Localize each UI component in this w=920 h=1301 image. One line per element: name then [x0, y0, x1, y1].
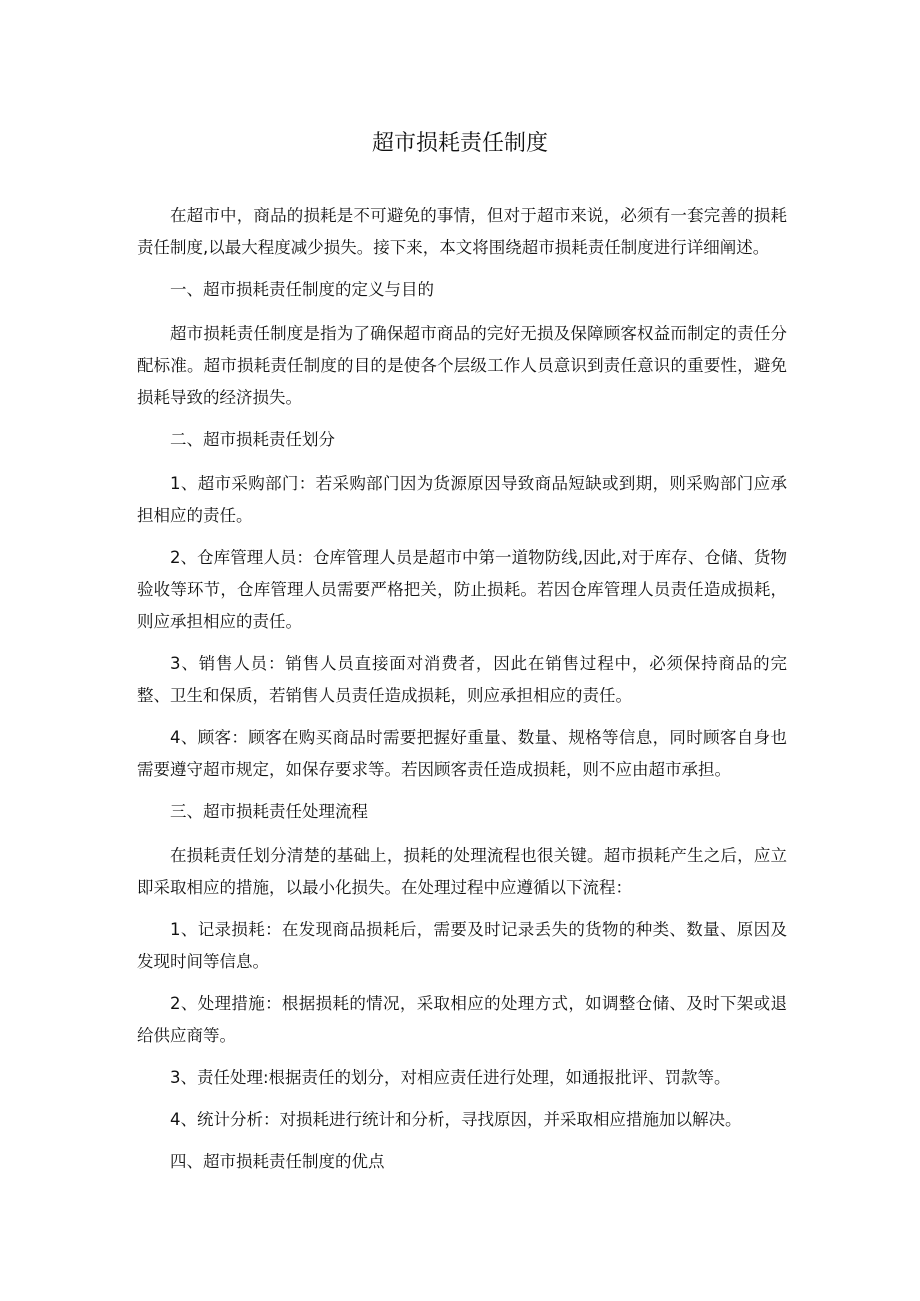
section-3-item-1: 1、记录损耗：在发现商品损耗后，需要及时记录丢失的货物的种类、数量、原因及发现时间等信息。	[137, 920, 787, 971]
section-2-heading: 二、超市损耗责任划分	[170, 430, 335, 449]
section-4-heading: 四、超市损耗责任制度的优点	[170, 1152, 385, 1171]
section-3-item-4: 4、统计分析：对损耗进行统计和分析，寻找原因，并采取相应措施加以解决。	[170, 1110, 742, 1129]
document-body	[137, 200, 787, 1190]
section-2-item-4: 4、顾客：顾客在购买商品时需要把握好重量、数量、规格等信息，同时顾客自身也需要遵守超市规定，如保存要求等。若因顾客责任造成损耗，则不应由超市承担。	[137, 728, 787, 779]
section-3-item-3: 3、责任处理:根据责任的划分，对相应责任进行处理，如通报批评、罚款等。	[170, 1068, 731, 1087]
section-3-heading: 三、超市损耗责任处理流程	[170, 802, 368, 821]
section-2-item-1: 1、超市采购部门：若采购部门因为货源原因导致商品短缺或到期，则采购部门应承担相应的责任。	[137, 474, 787, 525]
section-2-item-3: 3、销售人员：销售人员直接面对消费者，因此在销售过程中，必须保持商品的完整、卫生和保质，若销售人员责任造成损耗，则应承担相应的责任。	[137, 654, 787, 705]
document-title: 超市损耗责任制度	[371, 131, 548, 156]
section-1-paragraph: 超市损耗责任制度是指为了确保超市商品的完好无损及保障顾客权益而制定的责任分配标准。超市损耗责任制度的目的是使各个层级工作人员意识到责任意识的重要性，避免损耗导致的经济损失。	[137, 324, 787, 407]
section-3-paragraph: 在损耗责任划分清楚的基础上，损耗的处理流程也很关键。超市损耗产生之后，应立即采取相应的措施，以最小化损失。在处理过程中应遵循以下流程：	[137, 846, 787, 897]
section-2-item-2: 2、仓库管理人员：仓库管理人员是超市中第一道物防线,因此,对于库存、仓储、货物验收等环节，仓库管理人员需要严格把关，防止损耗。若因仓库管理人员责任造成损耗，则应承担相应的责任。	[137, 548, 787, 631]
intro-paragraph: 在超市中，商品的损耗是不可避免的事情，但对于超市来说，必须有一套完善的损耗责任制度,以最大程度减少损失。接下来，本文将围绕超市损耗责任制度进行详细阐述。	[137, 206, 787, 257]
section-1-heading: 一、超市损耗责任制度的定义与目的	[170, 280, 434, 299]
section-3-item-2: 2、处理措施：根据损耗的情况，采取相应的处理方式，如调整仓储、及时下架或退给供应商等。	[137, 994, 787, 1045]
